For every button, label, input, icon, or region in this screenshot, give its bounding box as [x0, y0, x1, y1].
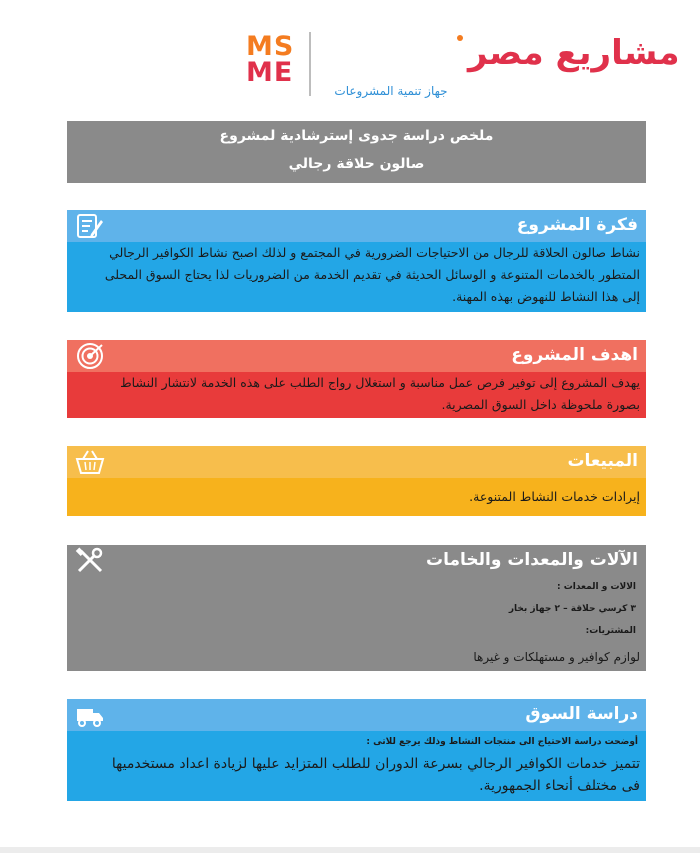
idea-line: إلى هذا النشاط للنهوض بهذه المهنة.	[452, 289, 640, 304]
title-line2: صالون حلاقة رجالي	[288, 156, 425, 172]
section-goal-body	[67, 372, 646, 418]
logo-subtitle: جهاز تنمية المشروعات	[334, 84, 448, 98]
logo-mark-text: مشاريع مصر	[468, 33, 680, 73]
section-sales-header	[67, 446, 646, 478]
truck-icon	[75, 701, 105, 729]
edit-note-icon	[75, 212, 105, 240]
section-sales-body	[67, 478, 646, 516]
equipment-label: الالات و المعدات :	[556, 582, 636, 592]
title-block	[67, 121, 646, 183]
goal-line: بصورة ملحوظة داخل السوق المصرية.	[441, 397, 640, 412]
section-market-header	[67, 699, 646, 731]
idea-line: نشاط صالون الحلاقة للرجال من الاحتياجات الضرورية في المجتمع و لذلك اصبح نشاط الكوافير الرجالي	[109, 245, 640, 260]
msme-line1: MS	[246, 31, 295, 62]
mashrou3-misr-logo-icon	[320, 28, 680, 80]
target-icon	[75, 342, 105, 370]
title-line1: ملخص دراسة جدوى إسترشادية لمشروع	[219, 128, 494, 144]
market-line: تتميز خدمات الكوافير الرجالي بسرعة الدوران للطلب المتزايد عليها لزيادة اعداد مستخدميها	[111, 756, 640, 772]
purchases-label: المشتريات:	[585, 626, 636, 636]
section-market-title: دراسة السوق	[525, 704, 638, 724]
section-equipment-header	[67, 545, 646, 577]
equipment-item: ٣ كرسي حلاقة – ٢ جهاز بخار	[508, 604, 636, 614]
section-equipment-title: الآلات والمعدات والخامات	[426, 550, 638, 570]
market-line: فى مختلف أنحاء الجمهورية.	[479, 778, 640, 794]
section-market-body	[67, 731, 646, 801]
section-sales-title: المبيعات	[567, 451, 638, 471]
section-idea-title: فكرة المشروع	[516, 215, 638, 235]
section-equipment-body	[67, 577, 646, 671]
market-note: أوضحت دراسة الاحتياج الى منتجات النشاط وذلك يرجع للاتى :	[366, 737, 638, 747]
page-bottom-bar	[0, 847, 700, 853]
sales-line: إيرادات خدمات النشاط المتنوعة.	[469, 489, 640, 504]
msme-line2: ME	[246, 57, 294, 88]
market-text	[71, 753, 640, 797]
section-goal-title: اهدف المشروع	[511, 345, 638, 365]
tools-icon	[75, 547, 105, 575]
logo	[246, 28, 680, 104]
goal-line: يهدف المشروع إلى توفير فرص عمل مناسبة و استغلال رواج الطلب على هذه الخدمة لانتشار النشاط	[120, 375, 640, 390]
purchases-item: لوازم كوافير و مستهلكات و غيرها	[473, 650, 640, 664]
section-idea-body	[67, 242, 646, 312]
section-goal-header	[67, 340, 646, 372]
msme-logo-text	[246, 31, 304, 88]
section-idea-header	[67, 210, 646, 242]
idea-line: المتطور بالخدمات المتنوعة و الوسائل الحديثة في تقديم الخدمة من الضروريات لذا يحتاج السوق المحلى	[104, 267, 640, 282]
basket-icon	[75, 448, 105, 476]
logo-divider	[309, 32, 311, 96]
